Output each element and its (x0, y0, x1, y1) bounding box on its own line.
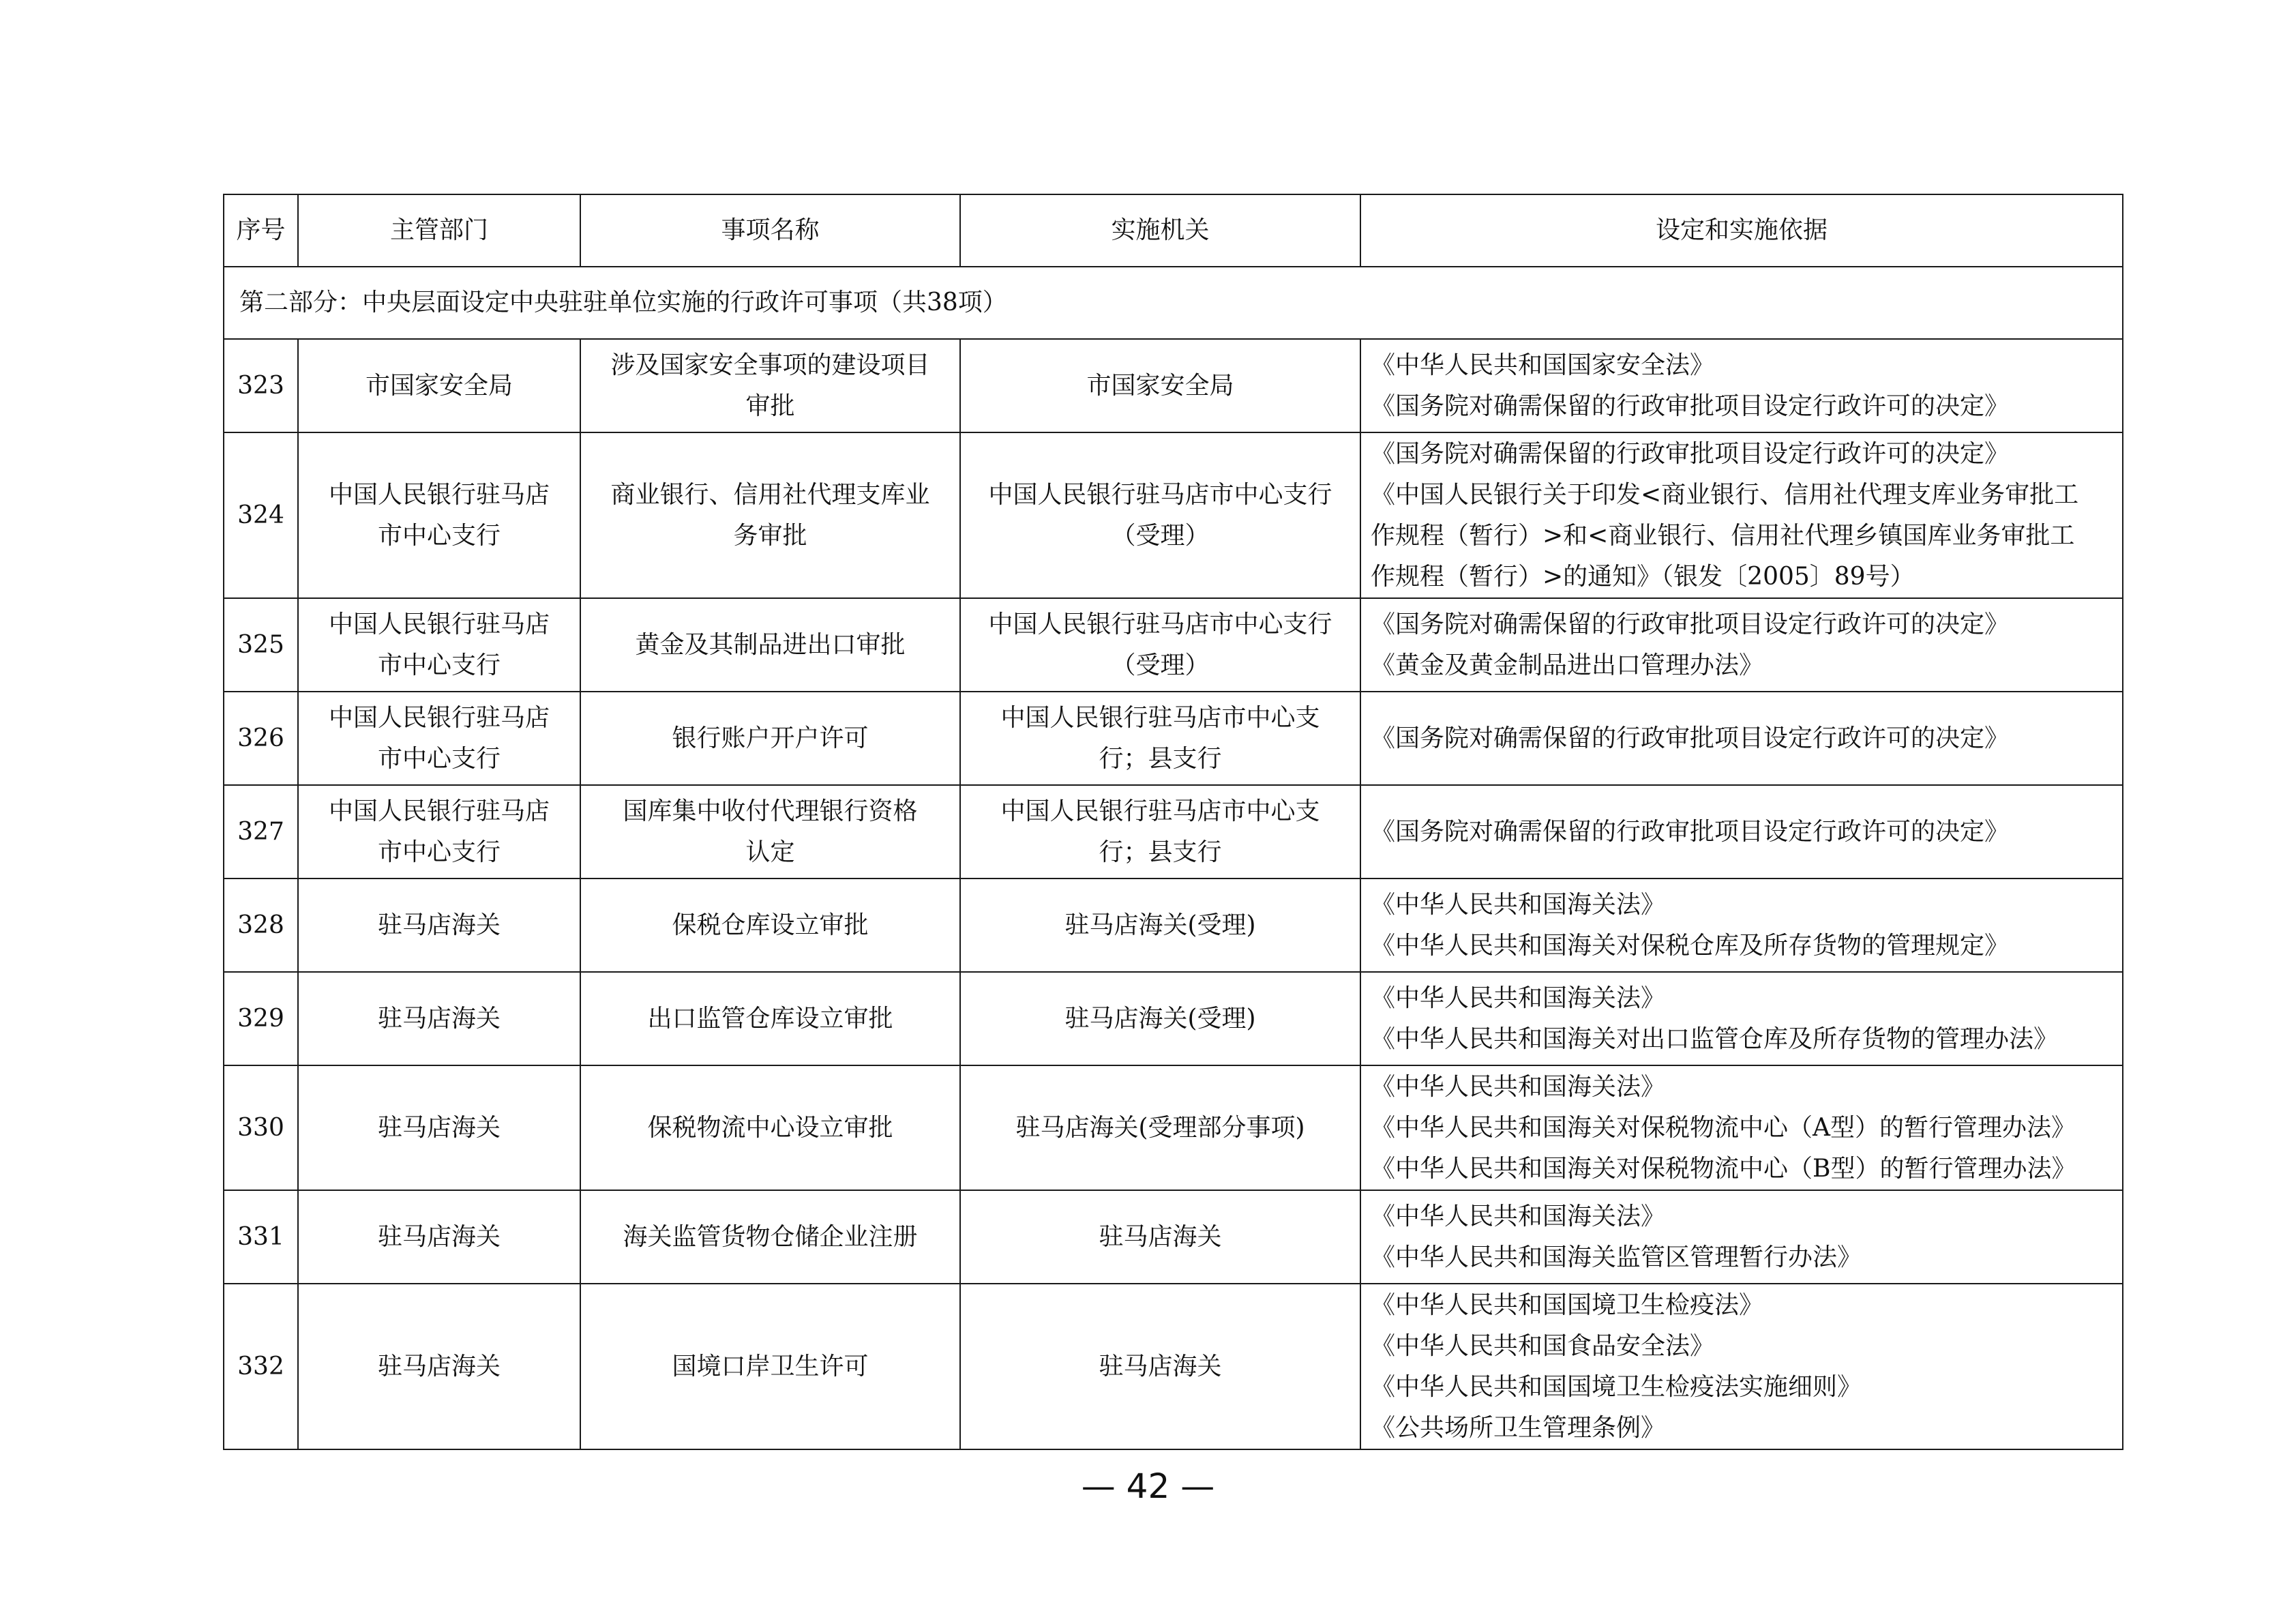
cell-basis-line: 《中华人民共和国海关法》 (1371, 890, 1666, 919)
header-dept: 主管部门 (298, 194, 580, 267)
cell-agency-line: 驻马店海关(受理) (1064, 911, 1256, 939)
cell-basis-line: 《中华人民共和国国境卫生检疫法实施细则》 (1371, 1372, 1862, 1401)
cell-item (580, 1284, 960, 1449)
cell-dept (298, 1284, 580, 1449)
cell-basis-line: 作规程（暂行）>和<商业银行、信用社代理乡镇国库业务审批工 (1371, 521, 2075, 550)
cell-item-line: 商业银行、信用社代理支库业 (610, 480, 930, 509)
header-seq: 序号 (224, 194, 298, 267)
table-row (224, 1065, 2123, 1190)
cell-seq: 323 (224, 339, 298, 432)
cell-agency (960, 1065, 1360, 1190)
cell-seq: 330 (224, 1065, 298, 1190)
cell-dept (298, 692, 580, 785)
cell-dept (298, 1065, 580, 1190)
cell-item (580, 692, 960, 785)
cell-basis (1360, 785, 2123, 879)
table-row (224, 692, 2123, 785)
cell-dept-line: 市中心支行 (377, 651, 501, 679)
cell-basis-line: 《中华人民共和国海关监管区管理暂行办法》 (1371, 1243, 1862, 1271)
cell-basis (1360, 1284, 2123, 1449)
cell-dept (298, 879, 580, 972)
table-row (224, 972, 2123, 1065)
cell-basis-line: 《中华人民共和国海关对出口监管仓库及所存货物的管理办法》 (1371, 1024, 2059, 1053)
cell-agency-line: 市国家安全局 (1086, 371, 1234, 400)
cell-item-line: 银行账户开户许可 (672, 724, 869, 752)
cell-item-line: 认定 (745, 838, 795, 866)
cell-agency-line: 驻马店海关(受理部分事项) (1015, 1113, 1305, 1142)
cell-agency-line: 驻马店海关 (1099, 1352, 1222, 1381)
cell-basis (1360, 879, 2123, 972)
cell-item-line: 保税物流中心设立审批 (647, 1113, 893, 1142)
cell-basis-line: 《国务院对确需保留的行政审批项目设定行政许可的决定》 (1371, 817, 2010, 846)
cell-dept-line: 市国家安全局 (365, 371, 513, 400)
cell-seq: 325 (224, 598, 298, 692)
cell-basis-line: 《国务院对确需保留的行政审批项目设定行政许可的决定》 (1371, 610, 2010, 638)
cell-basis (1360, 1065, 2123, 1190)
cell-basis (1360, 692, 2123, 785)
cell-agency (960, 692, 1360, 785)
cell-item (580, 432, 960, 598)
cell-basis (1360, 598, 2123, 692)
cell-basis-line: 作规程（暂行）>的通知》（银发〔2005〕89号） (1371, 562, 1915, 591)
cell-item (580, 1190, 960, 1284)
cell-dept-line: 中国人民银行驻马店 (328, 480, 550, 509)
cell-agency-line: （受理） (1111, 521, 1210, 550)
cell-basis-line: 《中华人民共和国国境卫生检疫法》 (1371, 1290, 1764, 1319)
cell-dept-line: 驻马店海关 (377, 911, 501, 939)
cell-seq: 326 (224, 692, 298, 785)
cell-dept (298, 432, 580, 598)
cell-item-line: 涉及国家安全事项的建设项目 (610, 351, 930, 379)
cell-basis-line: 《中华人民共和国海关对保税物流中心（B型）的暂行管理办法》 (1371, 1154, 2076, 1183)
cell-item (580, 785, 960, 879)
table-row (224, 1284, 2123, 1449)
cell-basis-line: 《中国人民银行关于印发<商业银行、信用社代理支库业务审批工 (1371, 480, 2079, 509)
header-item: 事项名称 (580, 194, 960, 267)
cell-basis-line: 《中华人民共和国海关法》 (1371, 1072, 1666, 1101)
cell-agency (960, 1190, 1360, 1284)
cell-basis-line: 《国务院对确需保留的行政审批项目设定行政许可的决定》 (1371, 439, 2010, 468)
cell-agency-line: 驻马店海关 (1099, 1222, 1222, 1251)
cell-agency-line: 行；县支行 (1099, 838, 1222, 866)
cell-item-line: 审批 (745, 392, 795, 420)
cell-seq: 329 (224, 972, 298, 1065)
cell-basis-line: 《国务院对确需保留的行政审批项目设定行政许可的决定》 (1371, 392, 2010, 420)
cell-basis-line: 《中华人民共和国海关法》 (1371, 984, 1666, 1012)
cell-dept (298, 1190, 580, 1284)
cell-agency (960, 972, 1360, 1065)
cell-item (580, 339, 960, 432)
cell-seq: 331 (224, 1190, 298, 1284)
cell-dept-line: 市中心支行 (377, 521, 501, 550)
cell-agency-line: （受理） (1111, 651, 1210, 679)
cell-dept-line: 驻马店海关 (377, 1113, 501, 1142)
cell-basis (1360, 1190, 2123, 1284)
cell-agency (960, 432, 1360, 598)
cell-basis (1360, 339, 2123, 432)
cell-dept (298, 598, 580, 692)
table-row (224, 1190, 2123, 1284)
cell-dept-line: 驻马店海关 (377, 1352, 501, 1381)
cell-item-line: 国库集中收付代理银行资格 (623, 797, 918, 825)
cell-item-line: 国境口岸卫生许可 (672, 1352, 869, 1381)
cell-dept (298, 785, 580, 879)
cell-basis (1360, 432, 2123, 598)
cell-basis (1360, 972, 2123, 1065)
section-row (224, 267, 2123, 339)
cell-seq: 332 (224, 1284, 298, 1449)
cell-agency-line: 驻马店海关(受理) (1064, 1004, 1256, 1033)
cell-seq: 328 (224, 879, 298, 972)
table-row (224, 432, 2123, 598)
cell-basis-line: 《中华人民共和国海关对保税物流中心（A型）的暂行管理办法》 (1371, 1113, 2076, 1142)
cell-dept-line: 中国人民银行驻马店 (328, 797, 550, 825)
table-row (224, 339, 2123, 432)
cell-seq: 324 (224, 432, 298, 598)
permit-table (223, 194, 2123, 1450)
cell-item-line: 务审批 (733, 521, 807, 550)
cell-agency (960, 598, 1360, 692)
cell-agency (960, 1284, 1360, 1449)
table-row (224, 598, 2123, 692)
cell-basis-line: 《中华人民共和国国家安全法》 (1371, 351, 1715, 379)
cell-item (580, 972, 960, 1065)
cell-item (580, 598, 960, 692)
cell-agency (960, 785, 1360, 879)
header-basis: 设定和实施依据 (1360, 194, 2123, 267)
cell-basis-line: 《公共场所卫生管理条例》 (1371, 1413, 1666, 1442)
cell-agency-line: 中国人民银行驻马店市中心支行 (988, 610, 1332, 638)
cell-item-line: 黄金及其制品进出口审批 (635, 630, 906, 659)
section-title: 第二部分：中央层面设定中央驻驻单位实施的行政许可事项（共38项） (224, 267, 2123, 339)
cell-item-line: 保税仓库设立审批 (672, 911, 869, 939)
table-row (224, 785, 2123, 879)
cell-seq: 327 (224, 785, 298, 879)
table-header-row (224, 194, 2123, 267)
page-number: — 42 — (1081, 1466, 1215, 1506)
cell-item (580, 1065, 960, 1190)
cell-agency (960, 339, 1360, 432)
cell-agency-line: 中国人民银行驻马店市中心支 (1000, 797, 1320, 825)
cell-dept-line: 驻马店海关 (377, 1004, 501, 1033)
cell-agency-line: 中国人民银行驻马店市中心支行 (988, 480, 1332, 509)
cell-dept-line: 驻马店海关 (377, 1222, 501, 1251)
cell-dept-line: 市中心支行 (377, 744, 501, 773)
cell-agency-line: 行；县支行 (1099, 744, 1222, 773)
cell-dept (298, 972, 580, 1065)
cell-item (580, 879, 960, 972)
cell-dept-line: 中国人民银行驻马店 (328, 610, 550, 638)
header-agency: 实施机关 (960, 194, 1360, 267)
cell-agency (960, 879, 1360, 972)
cell-basis-line: 《中华人民共和国海关法》 (1371, 1202, 1666, 1230)
cell-basis-line: 《黄金及黄金制品进出口管理办法》 (1371, 651, 1764, 679)
cell-dept-line: 中国人民银行驻马店 (328, 703, 550, 732)
cell-item-line: 出口监管仓库设立审批 (647, 1004, 893, 1033)
cell-agency-line: 中国人民银行驻马店市中心支 (1000, 703, 1320, 732)
table-row (224, 879, 2123, 972)
cell-dept-line: 市中心支行 (377, 838, 501, 866)
cell-basis-line: 《中华人民共和国海关对保税仓库及所存货物的管理规定》 (1371, 931, 2010, 960)
cell-basis-line: 《国务院对确需保留的行政审批项目设定行政许可的决定》 (1371, 724, 2010, 752)
cell-basis-line: 《中华人民共和国食品安全法》 (1371, 1331, 1715, 1360)
cell-dept (298, 339, 580, 432)
cell-item-line: 海关监管货物仓储企业注册 (623, 1222, 918, 1251)
